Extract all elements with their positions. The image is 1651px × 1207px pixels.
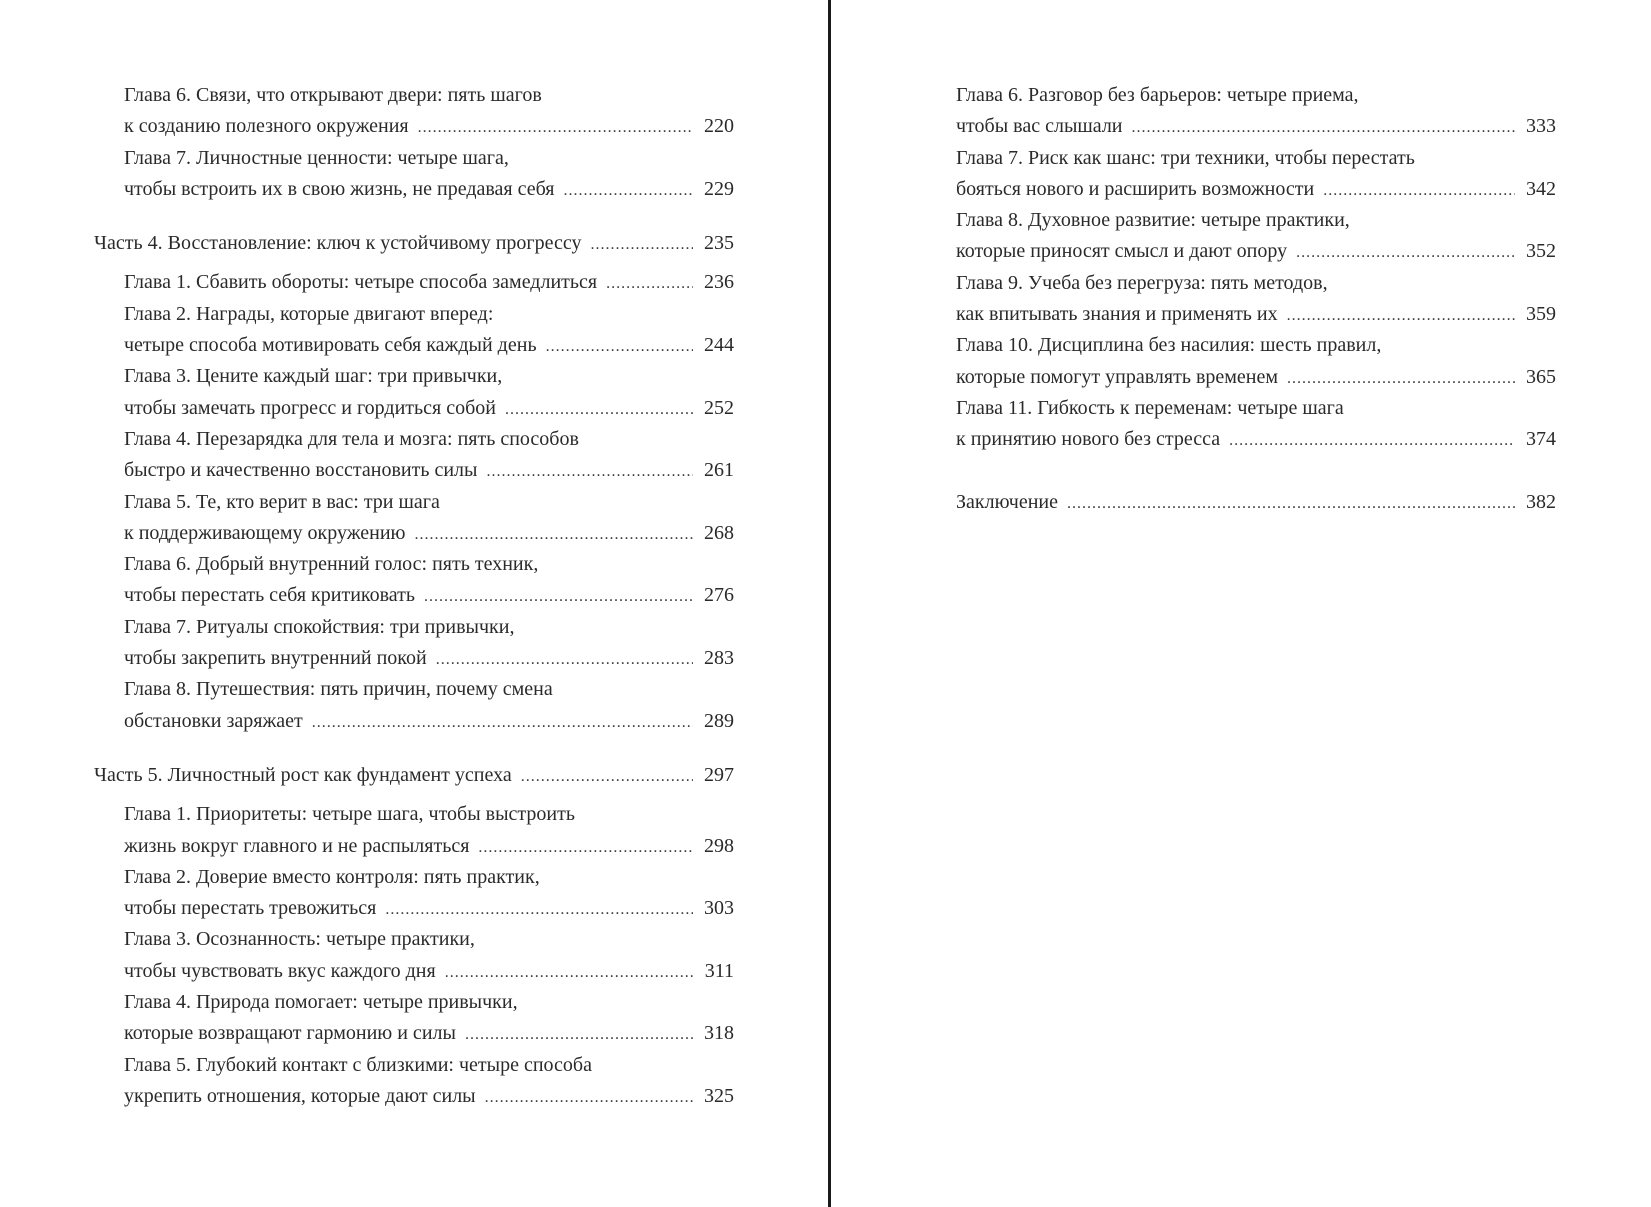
toc-entry-chapter <box>94 299 734 362</box>
toc-entry-title: Глава 8. Путешествия: пять причин, почему смена <box>124 678 553 701</box>
toc-entry-title: Глава 3. Цените каждый шаг: три привычки, <box>124 365 503 388</box>
page-number: 342 <box>1526 177 1556 200</box>
page-number: 382 <box>1526 490 1556 513</box>
page-number: 352 <box>1526 240 1556 263</box>
toc-entry-chapter <box>94 924 734 987</box>
toc-entry-chapter <box>94 612 734 675</box>
toc-entry-title: чтобы чувствовать вкус каждого дня <box>124 959 436 982</box>
toc-entry-title: к принятию нового без стресса <box>956 428 1221 451</box>
toc-entry-chapter <box>956 393 1556 456</box>
toc-entry-chapter <box>94 361 734 424</box>
toc-entry-part <box>94 228 734 259</box>
page-number: 365 <box>1526 365 1556 388</box>
dot-leader <box>505 394 693 425</box>
toc-entry-title: чтобы перестать тревожиться <box>124 897 377 920</box>
toc-entry-chapter <box>94 143 734 206</box>
dot-leader <box>445 957 693 988</box>
table-of-contents-left <box>94 80 734 1112</box>
dot-leader <box>418 112 693 143</box>
toc-entry-title: которые приносят смысл и дают опору <box>956 240 1288 263</box>
toc-entry-title: Глава 2. Награды, которые двигают вперед: <box>124 302 494 325</box>
toc-entry-chapter <box>94 267 734 298</box>
toc-entry-title: Глава 6. Связи, что открывают двери: пять шагов <box>124 84 542 106</box>
toc-entry-title: Глава 1. Сбавить обороты: четыре способа замедлиться <box>124 271 598 294</box>
page-number: 359 <box>1526 303 1556 326</box>
toc-entry-title: Глава 10. Дисциплина без насилия: шесть правил, <box>956 334 1382 357</box>
page-number: 318 <box>704 1022 734 1045</box>
dot-leader <box>546 331 693 362</box>
toc-entry-title: к поддерживающему окружению <box>124 521 406 544</box>
toc-entry-title: как впитывать знания и применять их <box>956 303 1278 326</box>
toc-entry-title: Глава 3. Осознанность: четыре практики, <box>124 928 475 951</box>
page-number: 268 <box>704 521 734 544</box>
toc-entry-title: Глава 6. Разговор без барьеров: четыре приема, <box>956 84 1359 106</box>
page-number: 252 <box>704 396 734 419</box>
toc-entry-title: жизнь вокруг главного и не распыляться <box>124 834 470 857</box>
toc-entry-title: к созданию полезного окружения <box>124 115 409 138</box>
toc-entry-title: обстановки заряжает <box>124 709 303 732</box>
toc-entry-title: чтобы перестать себя критиковать <box>124 584 416 607</box>
toc-entry-title: четыре способа мотивировать себя каждый день <box>124 334 537 357</box>
toc-entry-chapter <box>94 1050 734 1113</box>
toc-entry-chapter <box>94 799 734 862</box>
toc-entry-title: Глава 7. Ритуалы спокойствия: три привычки, <box>124 615 515 638</box>
toc-entry-title: Глава 8. Духовное развитие: четыре практики, <box>956 209 1350 232</box>
toc-entry-chapter <box>956 205 1556 268</box>
dot-leader <box>485 1082 693 1113</box>
toc-entry-title: Глава 4. Природа помогает: четыре привычки, <box>124 991 518 1014</box>
dot-leader <box>385 894 693 925</box>
toc-entry-chapter <box>956 80 1556 143</box>
toc-entry-chapter <box>94 674 734 737</box>
page-number: 289 <box>704 709 734 732</box>
toc-entry-title: Глава 2. Доверие вместо контроля: пять практик, <box>124 865 540 888</box>
toc-entry-chapter <box>956 143 1556 206</box>
toc-entry-conclusion <box>956 487 1556 518</box>
toc-entry-title: Глава 6. Добрый внутренний голос: пять техник, <box>124 553 539 576</box>
dot-leader <box>1323 175 1515 206</box>
toc-entry-chapter <box>94 80 734 143</box>
dot-leader <box>1287 300 1515 331</box>
page-number: 236 <box>704 271 734 294</box>
page-number: 374 <box>1526 428 1556 451</box>
page-number: 235 <box>704 232 734 255</box>
page-number: 303 <box>704 897 734 920</box>
toc-entry-chapter <box>94 987 734 1050</box>
toc-entry-chapter <box>956 330 1556 393</box>
dot-leader <box>465 1019 693 1050</box>
dot-leader <box>521 761 693 792</box>
toc-entry-title: быстро и качественно восстановить силы <box>124 459 478 482</box>
toc-entry-chapter <box>94 487 734 550</box>
page-number: 297 <box>704 763 734 786</box>
toc-entry-part <box>94 760 734 791</box>
page-number: 276 <box>704 584 734 607</box>
page-number: 298 <box>704 834 734 857</box>
toc-entry-title: Глава 7. Личностные ценности: четыре шага, <box>124 146 509 169</box>
dot-leader <box>1287 363 1515 394</box>
page-number: 220 <box>704 115 734 138</box>
page-number: 311 <box>704 959 734 982</box>
toc-entry-chapter <box>94 424 734 487</box>
page-number: 261 <box>704 459 734 482</box>
toc-entry-title: Часть 5. Личностный рост как фундамент успеха <box>94 763 512 786</box>
toc-entry-chapter <box>94 862 734 925</box>
dot-leader <box>486 456 693 487</box>
dot-leader <box>1132 112 1515 143</box>
dot-leader <box>478 832 693 863</box>
toc-entry-title: Глава 11. Гибкость к переменам: четыре шага <box>956 396 1344 419</box>
toc-entry-title: Глава 9. Учеба без перегруза: пять методов, <box>956 271 1328 294</box>
toc-entry-title: чтобы встроить их в свою жизнь, не предавая себя <box>124 177 555 200</box>
dot-leader <box>436 644 693 675</box>
toc-entry-chapter <box>956 268 1556 331</box>
toc-entry-title: Глава 7. Риск как шанс: три техники, чтобы перестать <box>956 146 1415 169</box>
right-page <box>834 0 1651 1207</box>
page-number: 229 <box>704 177 734 200</box>
toc-entry-title: бояться нового и расширить возможности <box>956 177 1315 200</box>
toc-entry-title: Заключение <box>956 490 1058 513</box>
dot-leader <box>564 175 694 206</box>
dot-leader <box>415 519 694 550</box>
page-number: 283 <box>704 647 734 670</box>
table-of-contents-right <box>956 80 1556 518</box>
dot-leader <box>312 707 693 738</box>
book-spine-divider <box>828 0 831 1207</box>
toc-entry-title: которые помогут управлять временем <box>956 365 1279 388</box>
dot-leader <box>606 268 693 299</box>
dot-leader <box>1229 425 1515 456</box>
toc-entry-chapter <box>94 549 734 612</box>
toc-entry-title: Часть 4. Восстановление: ключ к устойчивому прогрессу <box>94 232 582 255</box>
page-number: 333 <box>1526 115 1556 138</box>
page-number: 325 <box>704 1084 734 1107</box>
toc-entry-title: чтобы вас слышали <box>956 115 1123 138</box>
toc-entry-title: Глава 5. Те, кто верит в вас: три шага <box>124 490 440 513</box>
toc-entry-title: Глава 4. Перезарядка для тела и мозга: пять способов <box>124 427 579 450</box>
dot-leader <box>1067 488 1515 519</box>
toc-entry-title: укрепить отношения, которые дают силы <box>124 1084 476 1107</box>
toc-entry-title: Глава 5. Глубокий контакт с близкими: четыре способа <box>124 1053 592 1076</box>
toc-entry-title: чтобы закрепить внутренний покой <box>124 647 427 670</box>
dot-leader <box>1296 237 1515 268</box>
toc-entry-title: чтобы замечать прогресс и гордиться собой <box>124 396 496 419</box>
dot-leader <box>424 581 693 612</box>
dot-leader <box>590 229 693 260</box>
toc-entry-title: Глава 1. Приоритеты: четыре шага, чтобы выстроить <box>124 803 575 826</box>
toc-entry-title: которые возвращают гармонию и силы <box>124 1022 456 1045</box>
page-number: 244 <box>704 334 734 357</box>
